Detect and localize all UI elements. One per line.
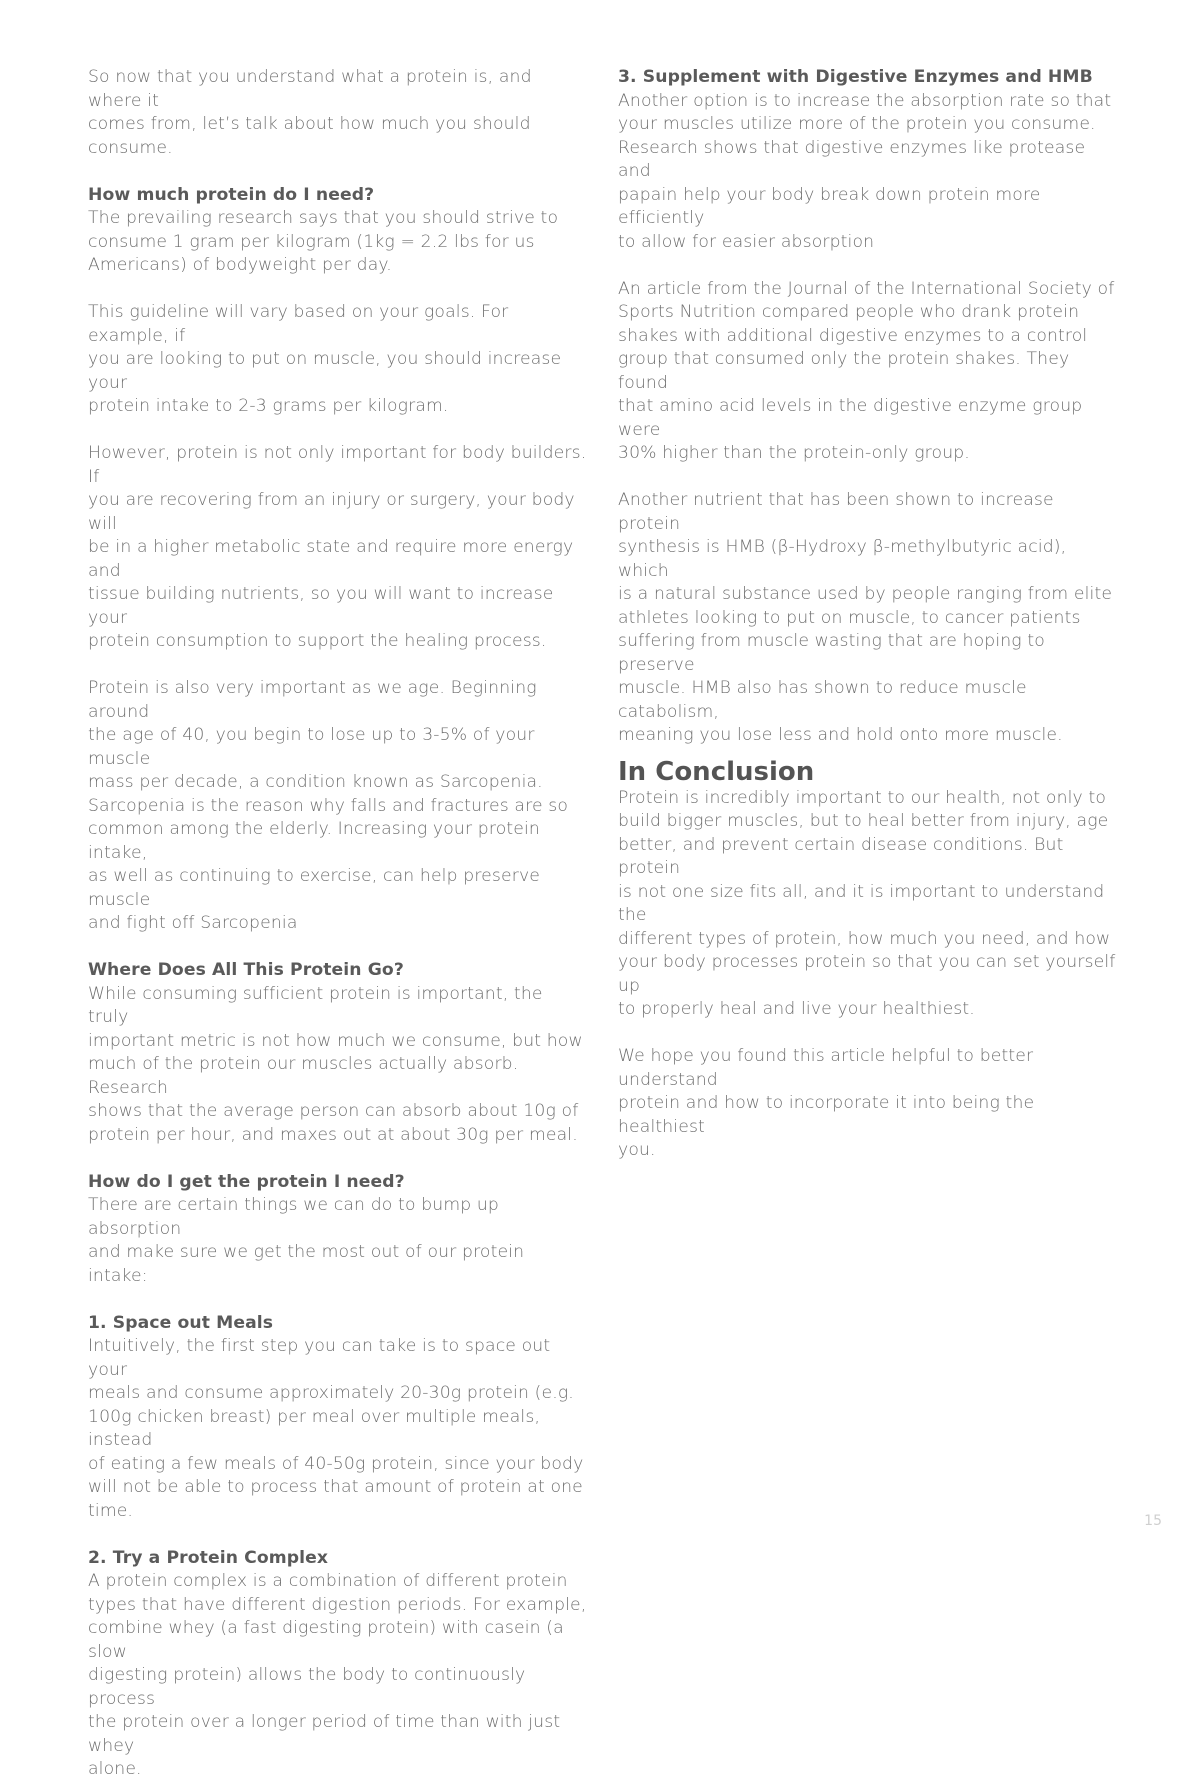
spacer <box>88 1147 588 1171</box>
conclusion-paragraph-1: Protein is incredibly important to our health, not only to build bigger muscles, but to heal better from injury, age better, and prevent certain disease conditions. But protein is not one size fits all, and it is important to understand the different types of protein, how much you need, and how your body processes protein so that you can set yourself up to properly heal and live your healthiest. <box>618 787 1116 1019</box>
where-heading: Where Does All This Protein Go? <box>88 960 404 980</box>
where-paragraph: While consuming sufficient protein is important, the truly important metric is not how much we consume, but how much of the protein our muscles actually absorb. Research shows that the average person can absorb about 10g of protein per hour, and maxes out at about 30g per meal. <box>88 983 583 1145</box>
how-get-heading: How do I get the protein I need? <box>88 1171 405 1192</box>
spacer <box>618 466 1118 490</box>
spacer <box>88 419 588 443</box>
spacer <box>88 654 588 678</box>
spacer <box>88 936 588 960</box>
spacer <box>618 1022 1118 1046</box>
how-much-paragraph-3: However, protein is not only important for body builders. If you are recovering from an injury or surgery, your body will be in a higher metabolic state and require more energy and tissue building nutrients, so you will want to increase your protein consumption to support the healing process. <box>88 443 587 651</box>
spacer <box>618 254 1118 278</box>
how-get-paragraph: There are certain things we can do to bump up absorption and make sure we get the most out of our protein intake: <box>88 1195 525 1286</box>
right-column <box>618 66 1118 1163</box>
conclusion-heading: In Conclusion <box>618 756 815 787</box>
step3-paragraph-3: Another nutrient that has been shown to increase protein synthesis is HMB (β-Hydroxy β-methylbutyric acid), which is a natural substance used by people ranging from elite athletes looking to put on muscle, to cancer patients suffering from muscle wasting that are hoping to preserve muscle. HMB also has shown to reduce muscle catabolism, meaning you lose less and hold onto more muscle. <box>618 490 1113 745</box>
spacer <box>88 1523 588 1547</box>
conclusion-paragraph-2: We hope you found this article helpful to better understand protein and how to incorporate it into being the healthiest you. <box>618 1046 1035 1160</box>
step3-heading: 3. Supplement with Digestive Enzymes and HMB <box>618 67 1093 87</box>
step2-heading: 2. Try a Protein Complex <box>88 1547 329 1568</box>
intro-paragraph: So now that you understand what a protein is, and where it comes from, let’s talk about how much you should consume. <box>88 67 532 158</box>
how-much-paragraph-1: The prevailing research says that you should strive to consume 1 gram per kilogram (1kg = 2.2 lbs for us Americans) of bodyweight per day. <box>88 208 559 275</box>
how-much-heading: How much protein do I need? <box>88 184 375 205</box>
spacer <box>88 278 588 302</box>
spacer <box>88 1288 588 1312</box>
step3-paragraph-1: Another option is to increase the absorption rate so that your muscles utilize more of the protein you consume. Research shows that digestive enzymes like protease and papain help your body break down protein more efficiently to allow for easier absorption <box>618 90 1112 252</box>
step1-heading: 1. Space out Meals <box>88 1312 274 1333</box>
step2-paragraph: A protein complex is a combination of different protein types that have different digestion periods. For example, combine whey (a fast digesting protein) with casein (a slow digesting protein) allows the body to continuously process the protein over a longer period of time than with just whey alone. <box>88 1571 587 1779</box>
page-number: 15 <box>1144 1513 1162 1529</box>
how-much-paragraph-2: This guideline will vary based on your goals. For example, if you are looking to put on muscle, you should increase your protein intake to 2-3 grams per kilogram. <box>88 302 562 416</box>
step1-paragraph: Intuitively, the first step you can take is to space out your meals and consume approximately 20-30g protein (e.g. 100g chicken breast) per meal over multiple meals, instead of eating a few meals of 40-50g protein, since your body will not be able to process that amount of protein at one time. <box>88 1336 584 1521</box>
left-column <box>88 66 588 1782</box>
how-much-paragraph-4: Protein is also very important as we age. Beginning around the age of 40, you begin to lose up to 3-5% of your muscle mass per decade, a condition known as Sarcopenia. Sarcopenia is the reason why falls and fractures are so common among the elderly. Increasing your protein intake, as well as continuing to exercise, can help preserve muscle and fight off Sarcopenia <box>88 678 569 933</box>
step3-paragraph-2: An article from the Journal of the International Society of Sports Nutrition compared people who drank protein shakes with additional digestive enzymes to a control group that consumed only the protein shakes. They found that amino acid levels in the digestive enzyme group were 30% higher than the protein-only group. <box>618 278 1115 463</box>
spacer <box>88 160 588 184</box>
